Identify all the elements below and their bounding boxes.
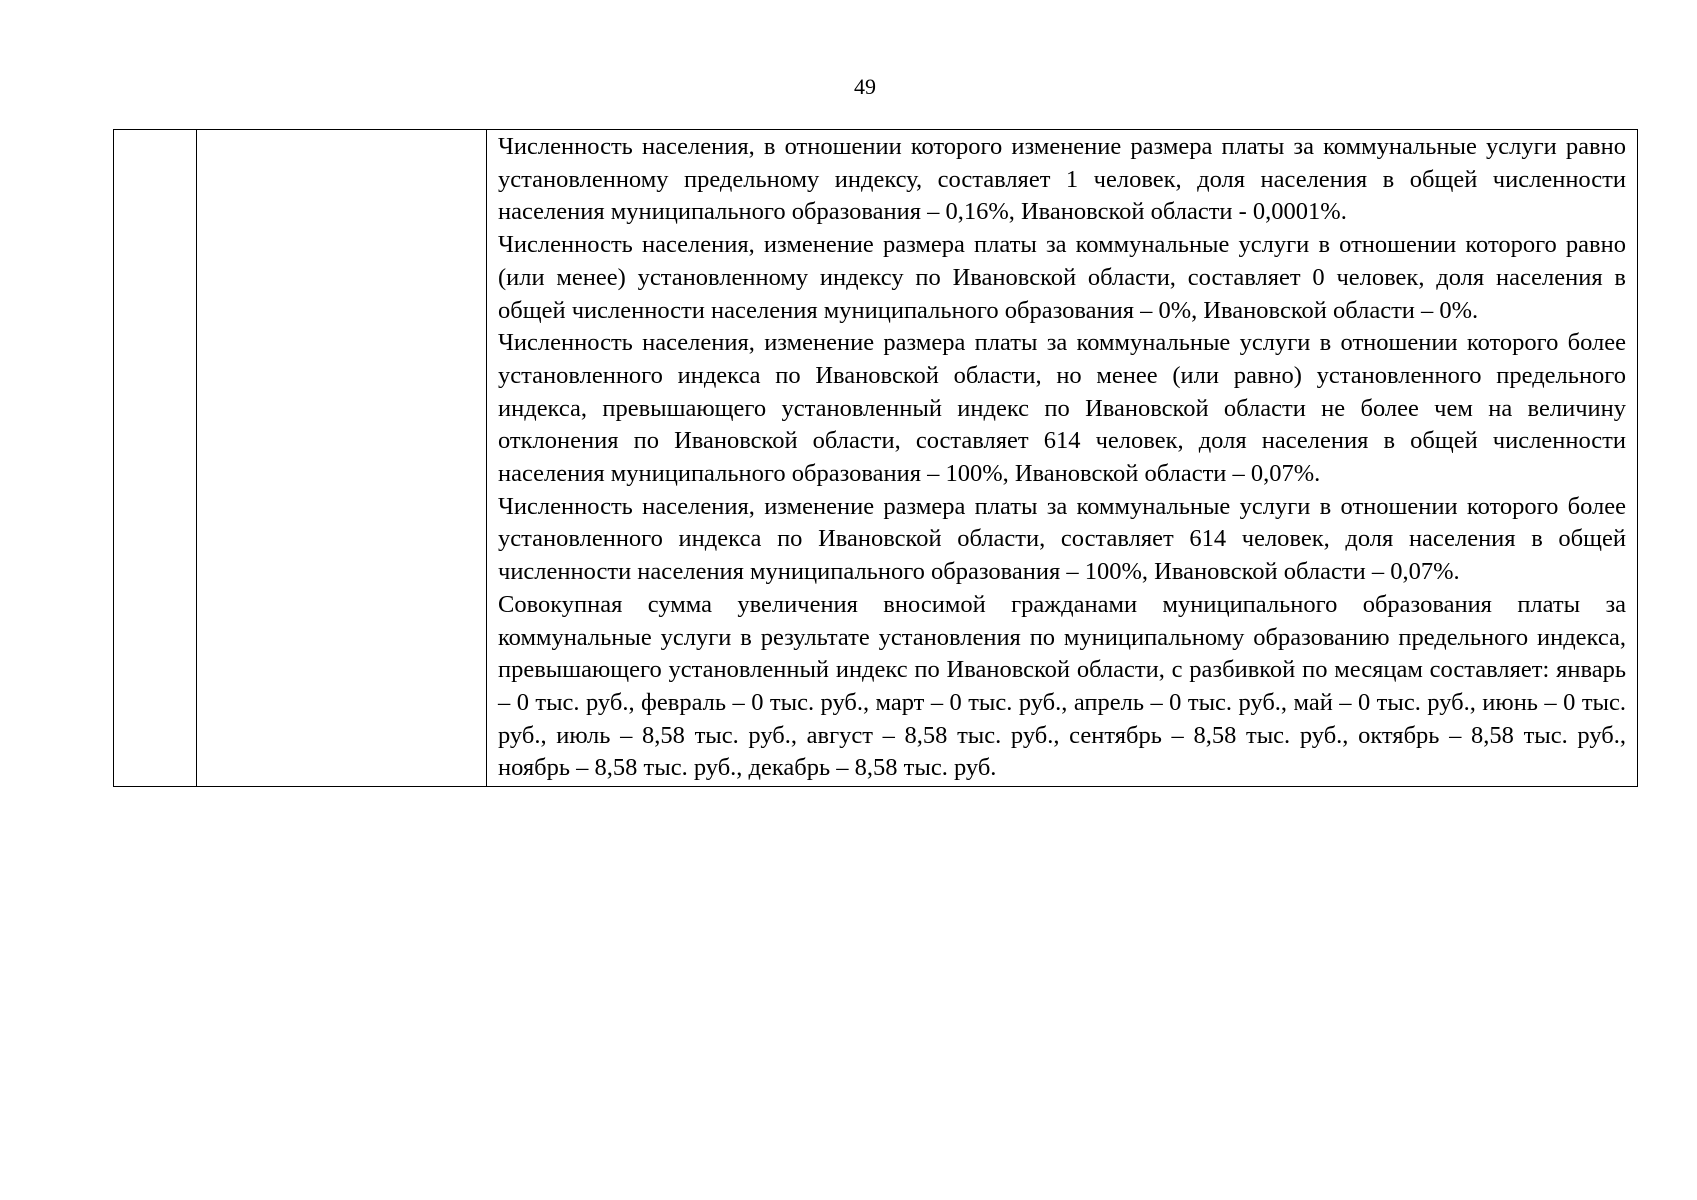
paragraph-above-index-population: Численность населения, изменение размера платы за коммунальные услуги в отношении которого более установленного индекса по Ивановской области, составляет 614 человек, доля населения в общей численности населения муниципального образования – 100%, Ивановской области – 0,07%. (498, 492, 1626, 586)
empty-cell-name (197, 130, 487, 787)
paragraph-limit-index-population: Численность населения, в отношении которого изменение размера платы за коммунальные услуги равно установленному предельному индексу, составляет 1 человек, доля населения в общей численности населения муниципального образования – 0,16%, Ивановской области - 0,0001%. (498, 133, 1626, 226)
table-row (114, 130, 1638, 787)
page-number: 49 (854, 74, 876, 99)
paragraph-between-index-population: Численность населения, изменение размера платы за коммунальные услуги в отношении которого более установленного индекса по Ивановской области, но менее (или равно) установленного предельного индекса, превышающего установленный индекс по Ивановской области не более чем на величину отклонения по Ивановской области, составляет 614 человек, доля населения в общей численности населения муниципального образования – 100%, Ивановской области – 0,07%. (498, 329, 1626, 488)
paragraph-below-index-population: Численность населения, изменение размера платы за коммунальные услуги в отношении которого равно (или менее) установленному индексу по Ивановской области, составляет 0 человек, доля населения в общей численности населения муниципального образования – 0%, Ивановской области – 0%. (498, 231, 1626, 324)
document-table (113, 129, 1638, 787)
empty-cell-number (114, 130, 197, 787)
paragraph-monthly-increase: Совокупная сумма увеличения вносимой гражданами муниципального образования платы за коммунальные услуги в результате установления по муниципальному образованию предельного индекса, превышающего установленный индекс по Ивановской области, с разбивкой по месяцам составляет: январь – 0 тыс. руб., февраль – 0 тыс. руб., март – 0 тыс. руб., апрель – 0 тыс. руб., май – 0 тыс. руб., июнь – 0 тыс. руб., июль – 8,58 тыс. руб., август – 8,58 тыс. руб., сентябрь – 8,58 тыс. руб., октябрь – 8,58 тыс. руб., ноябрь – 8,58 тыс. руб., декабрь – 8,58 тыс. руб. (498, 590, 1626, 782)
content-cell (487, 130, 1638, 787)
